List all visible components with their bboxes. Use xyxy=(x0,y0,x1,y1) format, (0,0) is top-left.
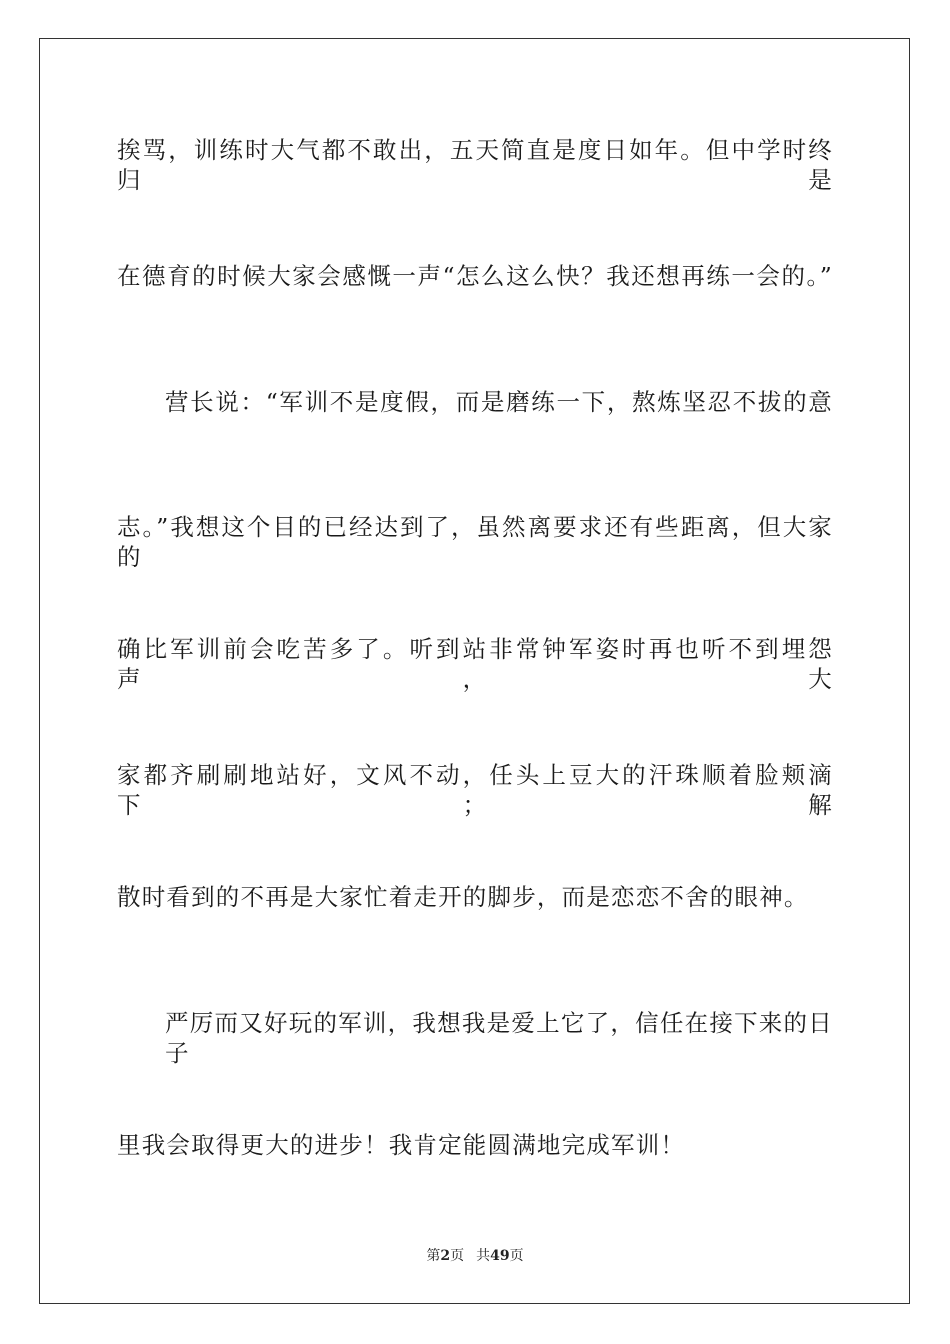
page-number: 2 xyxy=(440,1248,451,1264)
body-line: 里我会取得更大的进步！我肯定能圆满地完成军训！ xyxy=(117,1131,686,1159)
body-line: 散时看到的不再是大家忙着走开的脚步，而是恋恋不舍的眼神。 xyxy=(117,883,809,911)
page-prefix: 第 xyxy=(426,1248,441,1264)
total-pages: 49 xyxy=(490,1248,510,1264)
body-line: 志。”我想这个目的已经达到了，虽然离要求还有些距离，但大家的 xyxy=(117,513,833,571)
page-suffix: 页 xyxy=(450,1248,465,1264)
page-footer xyxy=(0,1247,950,1265)
total-prefix: 共 xyxy=(476,1248,491,1264)
total-suffix: 页 xyxy=(509,1248,524,1264)
body-line: 挨骂，训练时大气都不敢出，五天简直是度日如年。但中学时终归是 xyxy=(117,136,833,194)
body-line: 严厉而又好玩的军训，我想我是爱上它了，信任在接下来的日子 xyxy=(165,1009,833,1067)
body-line: 在德育的时候大家会感慨一声“怎么这么快？我还想再练一会的。” xyxy=(117,262,833,290)
body-line: 营长说：“军训不是度假，而是磨练一下，熬炼坚忍不拔的意 xyxy=(165,388,833,416)
body-line: 确比军训前会吃苦多了。听到站非常钟军姿时再也听不到埋怨声，大 xyxy=(117,635,833,693)
body-line: 家都齐刷刷地站好，文风不动，任头上豆大的汗珠顺着脸颊滴下；解 xyxy=(117,761,833,819)
